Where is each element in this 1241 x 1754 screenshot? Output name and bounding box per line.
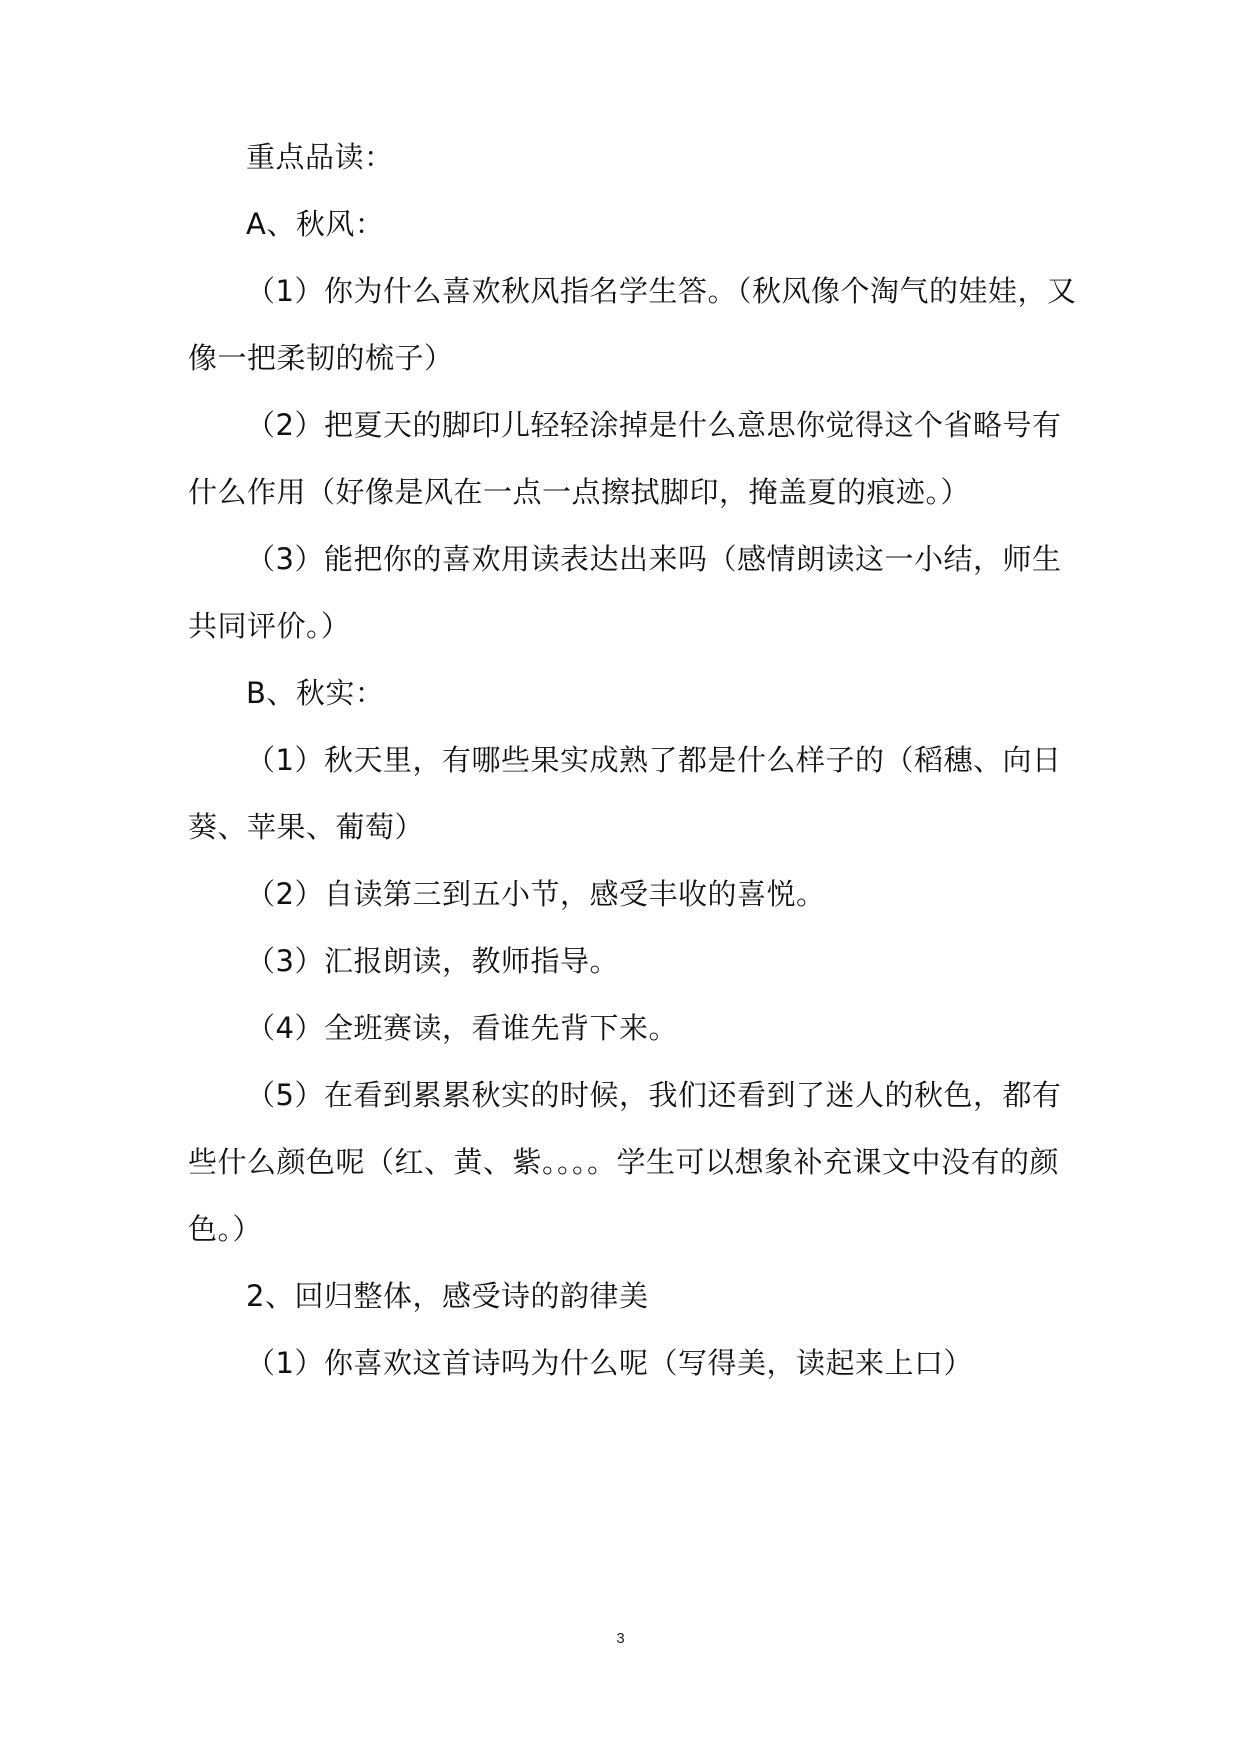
paragraph-line: 共同评价。） [188, 609, 351, 643]
paragraph-line: （2）把夏天的脚印儿轻轻涂掉是什么意思你觉得这个省略号有 [246, 408, 1062, 442]
paragraph-line: 像一把柔韧的梳子） [188, 341, 454, 375]
heading-key-reading: 重点品读： [246, 140, 394, 174]
paragraph-line: （3）能把你的喜欢用读表达出来吗（感情朗读这一小结，师生 [246, 542, 1062, 576]
section-a-heading: A、秋风： [246, 207, 385, 241]
paragraph-line: （4）全班赛读，看谁先背下来。 [246, 1011, 678, 1045]
page-number: 3 [616, 1630, 625, 1647]
paragraph-line: 葵、苹果、葡萄） [188, 810, 425, 844]
paragraph-line: 色。） [188, 1212, 263, 1246]
paragraph-line: （1）你喜欢这首诗吗为什么呢（写得美，读起来上口） [246, 1346, 973, 1380]
section-b-heading: B、秋实： [246, 676, 385, 710]
paragraph-line: （1）秋天里，有哪些果实成熟了都是什么样子的（稻穗、向日 [246, 743, 1062, 777]
paragraph-line: （2）自读第三到五小节，感受丰收的喜悦。 [246, 877, 826, 911]
paragraph-line: （3）汇报朗读，教师指导。 [246, 944, 619, 978]
paragraph-line: 什么作用（好像是风在一点一点擦拭脚印，掩盖夏的痕迹。） [188, 475, 971, 509]
paragraph-line: 些什么颜色呢（红、黄、紫。。。。学生可以想象补充课文中没有的颜 [188, 1145, 1060, 1179]
paragraph-line: （1）你为什么喜欢秋风指名学生答。（秋风像个淘气的娃娃，又 [246, 274, 1077, 308]
section-2-heading: 2、回归整体，感受诗的韵律美 [246, 1279, 649, 1313]
paragraph-line: （5）在看到累累秋实的时候，我们还看到了迷人的秋色，都有 [246, 1078, 1062, 1112]
